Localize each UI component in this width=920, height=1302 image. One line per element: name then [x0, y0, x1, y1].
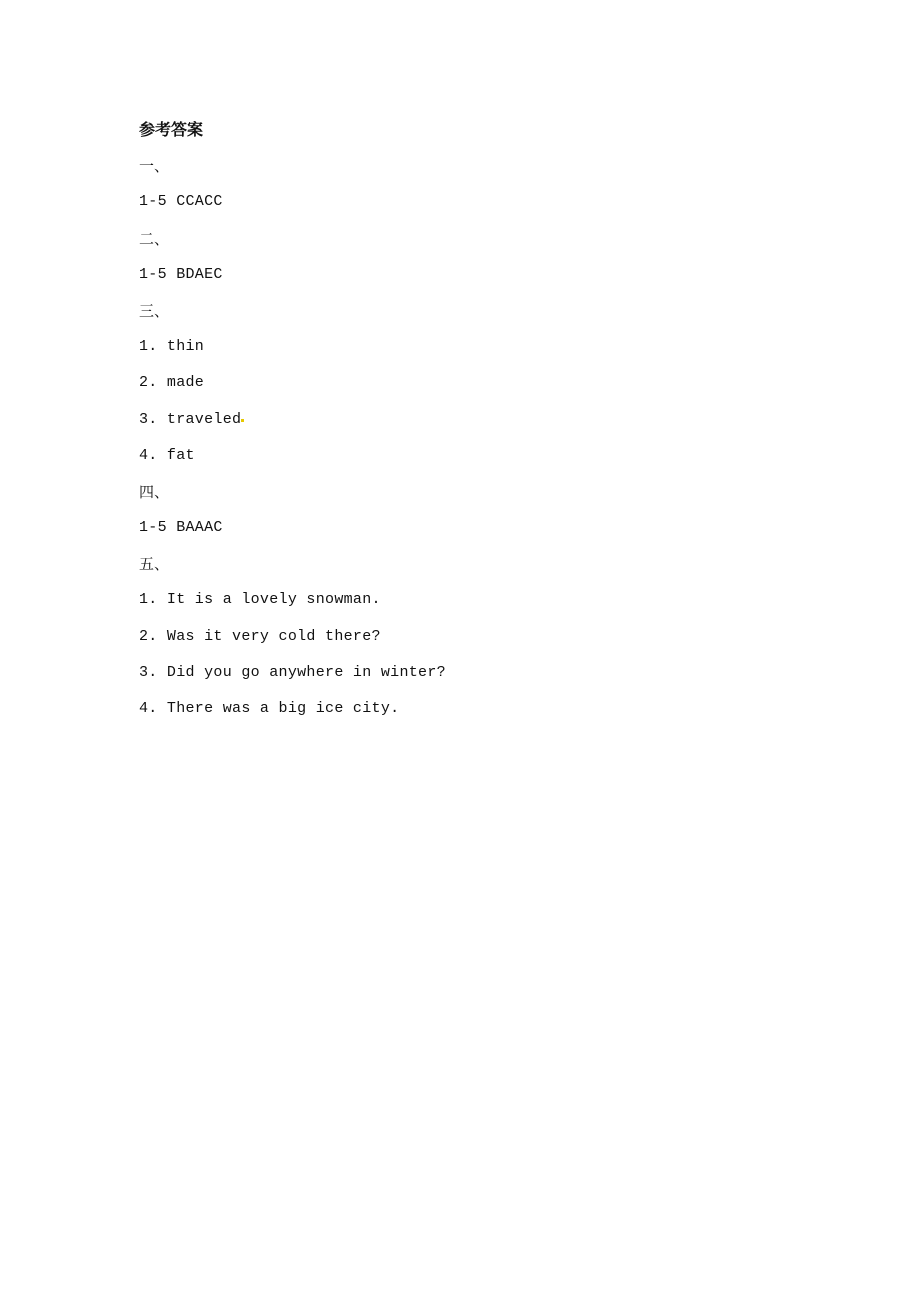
section-heading-5: 五、 — [139, 555, 170, 574]
answer-line: 4. fat — [139, 446, 195, 464]
section-heading-2: 二、 — [139, 229, 170, 248]
answer-line-with-mark — [139, 406, 779, 442]
answer-line: 3. Did you go anywhere in winter? — [139, 663, 446, 681]
answer-text: 3. traveled — [139, 410, 242, 428]
answer-line: 4. There was a big ice city. — [139, 700, 400, 717]
page-title: 参考答案 — [139, 120, 204, 139]
answer-line: 1-5 BAAAC — [139, 519, 223, 537]
answer-line: 2. Was it very cold there? — [139, 627, 381, 645]
answer-line: 1. It is a lovely snowman. — [139, 591, 381, 609]
section-heading-4: 四、 — [139, 482, 170, 501]
highlight-mark-icon — [241, 419, 244, 422]
section-heading-3: 三、 — [139, 301, 170, 320]
answer-line: 2. made — [139, 374, 205, 392]
answer-line: 1-5 CCACC — [139, 193, 223, 211]
answer-line: 1-5 BDAEC — [139, 265, 223, 283]
section-heading-1: 一、 — [139, 157, 170, 176]
answer-key-body — [139, 116, 779, 731]
answer-line: 1. thin — [139, 338, 205, 356]
